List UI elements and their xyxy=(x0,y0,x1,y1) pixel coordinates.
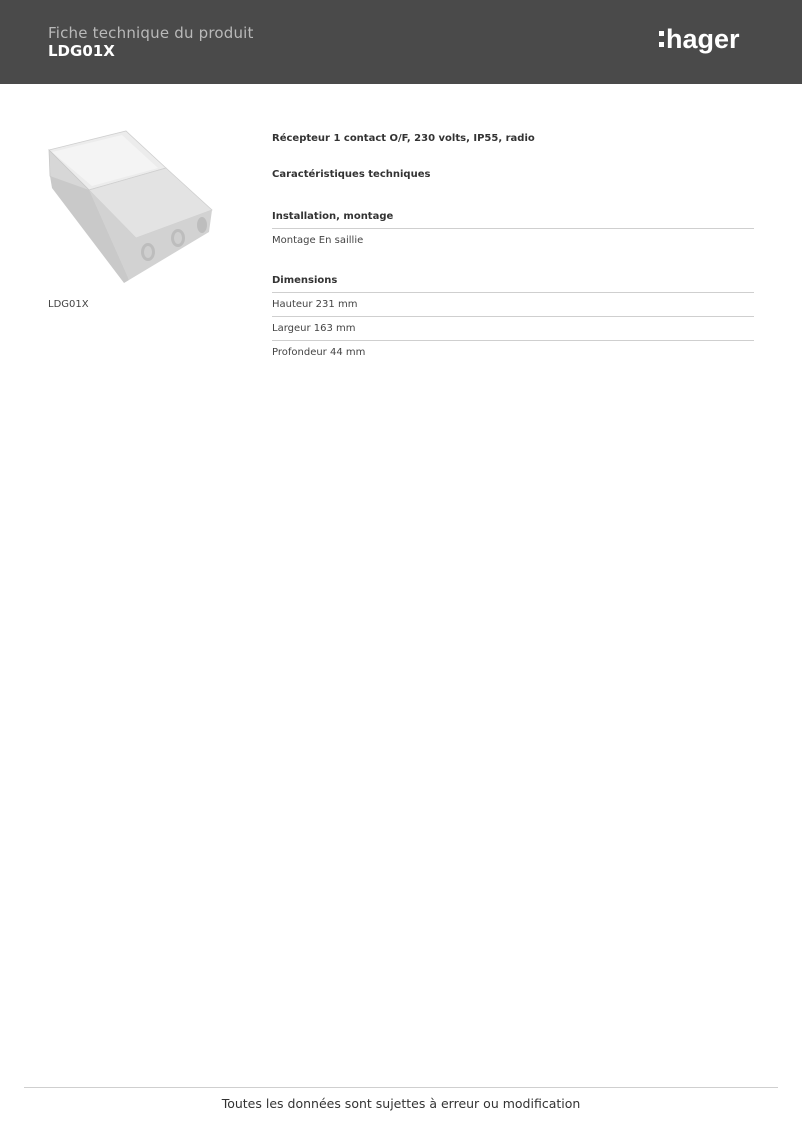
footer-disclaimer: Toutes les données sont sujettes à erreur ou modification xyxy=(221,1096,581,1111)
spec-row: Hauteur 231 mm xyxy=(272,293,754,317)
technical-characteristics-heading: Caractéristiques techniques xyxy=(272,169,431,180)
spec-row: Largeur 163 mm xyxy=(272,317,754,341)
section-dimensions xyxy=(272,274,754,364)
spec-row: Profondeur 44 mm xyxy=(272,347,366,358)
document-type: Fiche technique du produit xyxy=(48,24,254,42)
brand-name: hager xyxy=(666,24,740,54)
product-reference-title: LDG01X xyxy=(48,42,115,60)
header-bar xyxy=(0,0,802,84)
product-image xyxy=(44,128,216,286)
section-title: Installation, montage xyxy=(272,210,754,229)
image-caption: LDG01X xyxy=(48,299,89,310)
spec-row: Montage En saillie xyxy=(272,235,364,246)
product-details xyxy=(272,132,754,364)
hager-logo xyxy=(656,22,756,62)
section-title: Dimensions xyxy=(272,274,754,293)
footer-divider xyxy=(24,1087,778,1088)
product-description: Récepteur 1 contact O/F, 230 volts, IP55, radio xyxy=(272,133,535,144)
section-installation xyxy=(272,210,754,252)
